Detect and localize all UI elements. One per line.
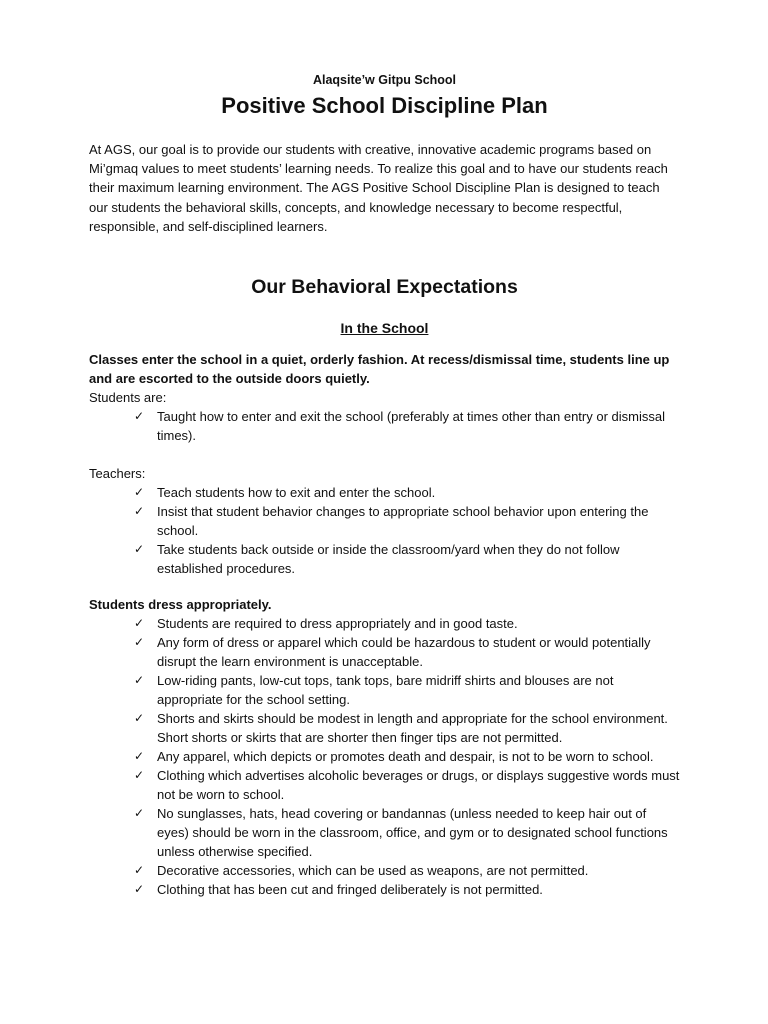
list-item-text: Insist that student behavior changes to appropriate school behavior upon entering the school. bbox=[157, 504, 649, 539]
list-item-text: Teach students how to exit and enter the school. bbox=[157, 485, 436, 501]
list-item-text: Low-riding pants, low-cut tops, tank tops, bare midriff shirts and blouses are not appropriate for the school setting. bbox=[157, 673, 614, 708]
checkmark-icon: ✓ bbox=[134, 711, 145, 726]
list-item bbox=[89, 747, 680, 766]
dress-heading: Students dress appropriately. bbox=[89, 597, 272, 613]
list-item-text: Students are required to dress appropriately and in good taste. bbox=[157, 616, 518, 632]
list-item-text: Clothing which advertises alcoholic beverages or drugs, or displays suggestive words must not be worn to school. bbox=[157, 768, 680, 803]
checkmark-icon: ✓ bbox=[134, 673, 145, 688]
checkmark-icon: ✓ bbox=[134, 635, 145, 650]
entry-heading: Classes enter the school in a quiet, orderly fashion. At recess/dismissal time, students line up and are escorted to the outside doors quietly. bbox=[89, 352, 670, 387]
school-name: Alaqsite’w Gitpu School bbox=[312, 73, 457, 87]
checkmark-icon: ✓ bbox=[134, 749, 145, 764]
checkmark-icon: ✓ bbox=[134, 542, 145, 557]
subsection-title: In the School bbox=[340, 320, 429, 337]
students-label: Students are: bbox=[89, 390, 167, 406]
list-item bbox=[89, 502, 680, 540]
list-item bbox=[89, 407, 680, 445]
list-item-text: Taught how to enter and exit the school (preferably at times other than entry or dismissal times). bbox=[157, 409, 665, 444]
checkmark-icon: ✓ bbox=[134, 863, 145, 878]
checkmark-icon: ✓ bbox=[134, 409, 145, 424]
checkmark-icon: ✓ bbox=[134, 504, 145, 519]
section-title: Our Behavioral Expectations bbox=[251, 276, 518, 299]
list-item bbox=[89, 614, 680, 633]
teachers-label: Teachers: bbox=[89, 466, 146, 482]
list-item bbox=[89, 766, 680, 804]
checkmark-icon: ✓ bbox=[134, 485, 145, 500]
list-item-text: Any apparel, which depicts or promotes death and despair, is not to be worn to school. bbox=[157, 749, 654, 765]
students-list bbox=[89, 407, 680, 445]
list-item bbox=[89, 709, 680, 747]
checkmark-icon: ✓ bbox=[134, 768, 145, 783]
checkmark-icon: ✓ bbox=[134, 806, 145, 821]
list-item bbox=[89, 880, 680, 899]
page-title: Positive School Discipline Plan bbox=[221, 93, 548, 118]
list-item bbox=[89, 804, 680, 861]
list-item-text: No sunglasses, hats, head covering or bandannas (unless needed to keep hair out of eyes) should be worn in the classroom, office, and gym or to designated school functions unless otherwise specified. bbox=[157, 806, 668, 860]
list-item bbox=[89, 540, 680, 578]
checkmark-icon: ✓ bbox=[134, 882, 145, 897]
teachers-list bbox=[89, 483, 680, 578]
list-item-text: Any form of dress or apparel which could be hazardous to student or would potentially disrupt the learn environment is unacceptable. bbox=[157, 635, 651, 670]
intro-paragraph: At AGS, our goal is to provide our students with creative, innovative academic programs based on Mi’gmaq values to meet students’ learning needs. To realize this goal and to have our students reach their maximum learning environment. The AGS Positive School Discipline Plan is designed to teach our students the behavioral skills, concepts, and knowledge necessary to become respectful, responsible, and self-disciplined learners. bbox=[89, 142, 668, 234]
list-item bbox=[89, 483, 680, 502]
list-item-text: Shorts and skirts should be modest in length and appropriate for the school environment. Short shorts or skirts that are shorter then finger tips are not permitted. bbox=[157, 711, 668, 746]
list-item bbox=[89, 671, 680, 709]
list-item bbox=[89, 861, 680, 880]
checkmark-icon: ✓ bbox=[134, 616, 145, 631]
list-item-text: Take students back outside or inside the classroom/yard when they do not follow established procedures. bbox=[157, 542, 620, 577]
dress-list bbox=[89, 614, 680, 899]
list-item-text: Decorative accessories, which can be used as weapons, are not permitted. bbox=[157, 863, 589, 879]
list-item bbox=[89, 633, 680, 671]
list-item-text: Clothing that has been cut and fringed deliberately is not permitted. bbox=[157, 882, 543, 898]
